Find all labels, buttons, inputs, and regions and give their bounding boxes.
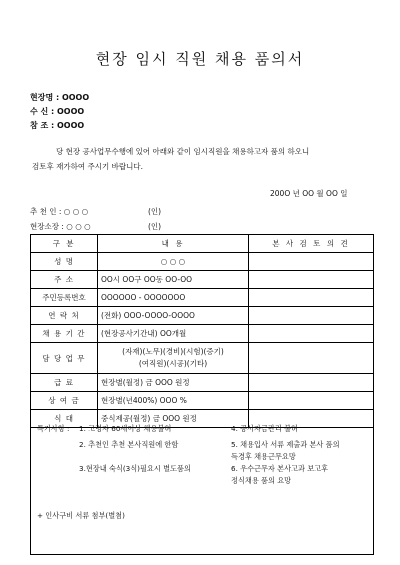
notes-heading: 특기사항 : — [37, 424, 70, 433]
review-cell — [249, 271, 374, 289]
row-label: 담 당 업 무 — [31, 343, 98, 374]
document-title: 현장 임시 직원 채용 품의서 — [95, 50, 305, 68]
row-label: 주 소 — [31, 271, 98, 289]
row-value — [98, 343, 249, 374]
row-label: 채 용 기 간 — [31, 325, 98, 343]
row-value: 현장별(년400%) OOO % — [98, 392, 249, 410]
row-value: OO시 OO구 OO동 OO-OO — [98, 271, 249, 289]
note-item: 3.현장내 숙식(3식)필요시 별도품의 — [79, 464, 191, 473]
note-item: 득경후 채용근무요망 — [231, 452, 296, 461]
header-review: 본 사 검 토 의 견 — [249, 235, 374, 253]
row-value: (전화) OOO-OOOO-OOOO — [98, 307, 249, 325]
row-label: 상 여 금 — [31, 392, 98, 410]
body-line-2: 검토후 재가하여 주시기 바랍니다. — [32, 162, 143, 171]
note-item: 1. 고령자 60세이상 채용불허 — [79, 424, 172, 433]
table-row — [31, 289, 374, 307]
hiring-form-table — [30, 234, 374, 428]
table-row — [31, 343, 374, 374]
row-value: ○ ○ ○ — [98, 253, 249, 271]
row-label: 성 명 — [31, 253, 98, 271]
duty-options-line-2: (여직원)(시공)(기타) — [138, 359, 208, 368]
table-row — [31, 392, 374, 410]
recommender-seal: (인) — [148, 207, 162, 216]
review-cell — [249, 374, 374, 392]
table-row — [31, 253, 374, 271]
review-cell — [249, 253, 374, 271]
row-label: 연 락 처 — [31, 307, 98, 325]
row-value: 중식제공(월정) 금 OOO 원정 — [98, 410, 249, 428]
row-value: (현장공사기간내) OO개월 — [98, 325, 249, 343]
review-cell — [249, 343, 374, 374]
body-line-1: 당 현장 공사업무수행에 있어 아래와 같이 임시직원을 채용하고자 품의 하오니 — [56, 147, 310, 156]
table-row — [31, 307, 374, 325]
review-cell — [249, 325, 374, 343]
table-row — [31, 374, 374, 392]
note-item: 2. 추천인 추천 본사직원에 한함 — [79, 440, 179, 449]
note-item: 정식채용 품의 요망 — [231, 476, 292, 485]
note-item: 5. 채용입사 서류 제출과 본사 품의 — [231, 440, 340, 449]
row-value: OOOOOO - OOOOOOO — [98, 289, 249, 307]
row-label: 주민등록번호 — [31, 289, 98, 307]
review-cell — [249, 289, 374, 307]
recipient: 수 신 : OOOO — [30, 107, 85, 116]
date: 200O 년 OO 월 OO 일 — [270, 189, 348, 198]
site-manager-seal: (인) — [148, 222, 162, 231]
duty-options-line-1: (자재)(노무)(경비)(시험)(증기) — [122, 347, 224, 356]
row-label: 급 료 — [31, 374, 98, 392]
review-cell — [249, 392, 374, 410]
review-cell — [249, 307, 374, 325]
header-content: 내 용 — [98, 235, 249, 253]
table-row — [31, 271, 374, 289]
header-category: 구 분 — [31, 235, 98, 253]
row-value: 현장별(월정) 금 OOO 원정 — [98, 374, 249, 392]
site-name: 현장명 : OOOO — [30, 93, 90, 102]
recommender: 추 천 인 : ○ ○ ○ — [30, 207, 89, 216]
table-header-row — [31, 235, 374, 253]
attachment-note: + 인사구비 서류 첨부(별첨) — [37, 511, 125, 520]
table-row — [31, 325, 374, 343]
site-manager: 현장소장 : ○ ○ ○ — [30, 222, 91, 231]
special-notes-box — [30, 413, 374, 555]
note-item: 6. 우수근무자 본사고과 보고후 — [231, 464, 329, 473]
row-label: 식 대 — [31, 410, 98, 428]
reference: 참 조 : OOOO — [30, 121, 85, 130]
note-item: 4. 공사자금관리 불허 — [231, 424, 298, 433]
